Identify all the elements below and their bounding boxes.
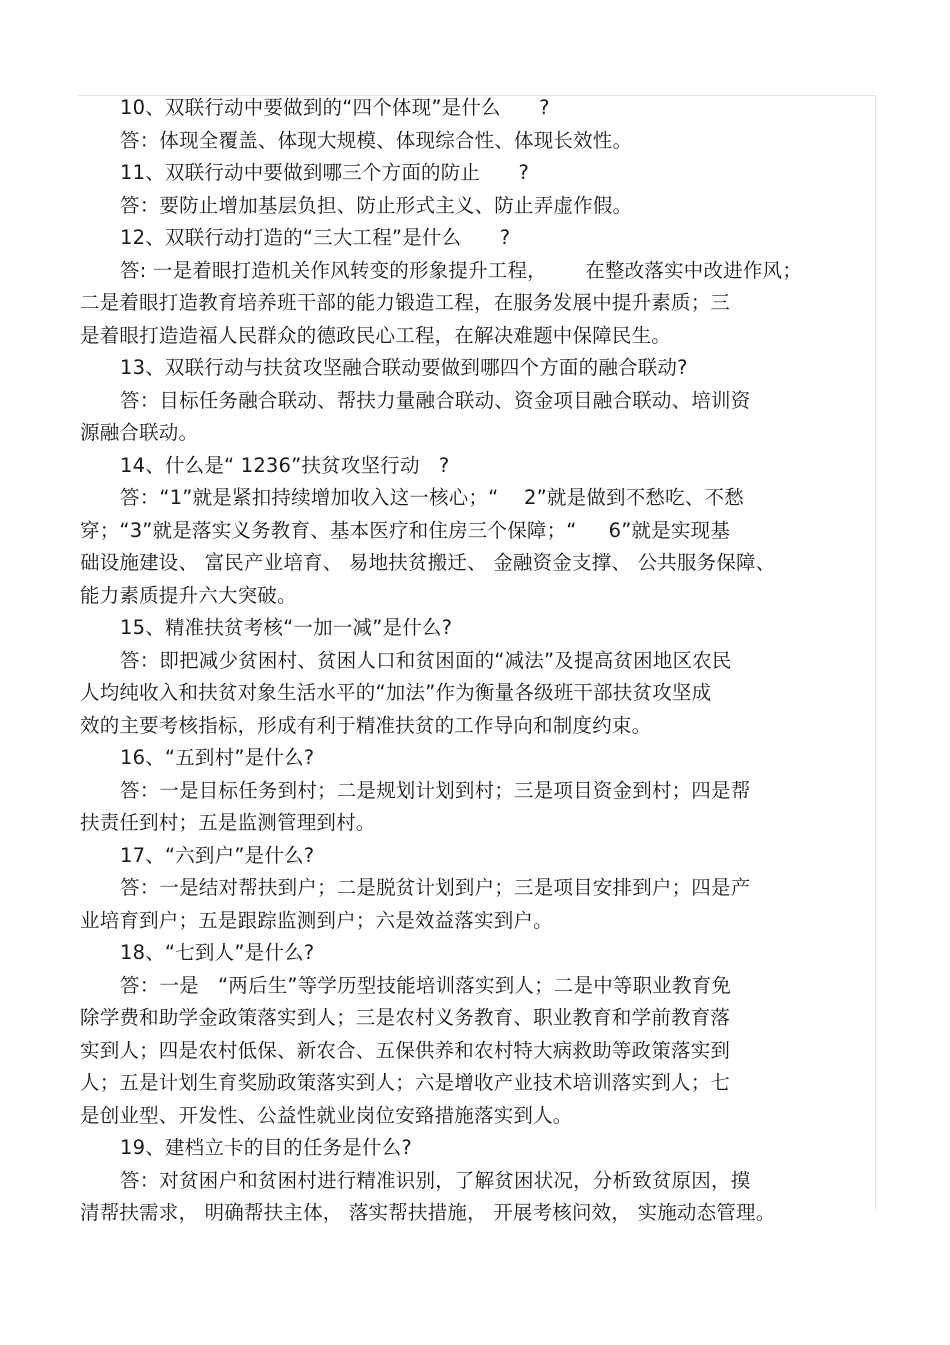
document-body: [80, 92, 870, 1230]
text-line: 10、双联行动中要做到的“四个体现”是什么 ?: [120, 96, 550, 119]
text-line: 人；五是计划生育奖励政策落实到人；六是增收产业技术培训落实到人；七: [80, 1071, 731, 1094]
text-line: 13、双联行动与扶贫攻坚融合联动要做到哪四个方面的融合联动?: [120, 356, 688, 379]
text-line: 答：要防止增加基层负担、防止形式主义、防止弄虚作假。: [120, 193, 633, 217]
text-line: 14、什么是“ 1236”扶贫攻坚行动 ?: [120, 453, 450, 477]
text-line: 能力素质提升六大突破。: [80, 583, 297, 607]
text-line: 人均纯收入和扶贫对象生活水平的“加法”作为衡量各级班干部扶贫攻坚成: [80, 681, 712, 704]
text-line: 答：体现全覆盖、体现大规模、体现综合性、体现长效性。: [120, 128, 633, 152]
text-line: 答：目标任务融合联动、帮扶力量融合联动、资金项目融合联动、培训资: [120, 388, 751, 412]
text-line: 础设施建设、 富民产业培育、 易地扶贫搬迁、 金融资金支撑、 公共服务保障、: [80, 551, 776, 574]
text-line: 是创业型、开发性、公益性就业岗位安臵措施落实到人。: [80, 1103, 573, 1127]
text-line: 扶责任到村；五是监测管理到村。: [80, 811, 376, 834]
text-line: 答：“1”就是紧扣持续增加收入这一核心；“ 2”就是做到不愁吃、不愁: [120, 486, 744, 509]
text-line: 实到人；四是农村低保、新农合、五保供养和农村特大病救助等政策落实到: [80, 1038, 731, 1062]
text-line: 除学费和助学金政策落实到人；三是农村义务教育、职业教育和学前教育落: [80, 1006, 731, 1029]
text-line: 16、“五到村”是什么?: [120, 746, 315, 769]
text-line: 12、双联行动打造的“三大工程”是什么 ?: [120, 226, 511, 249]
text-line: 答：一是结对帮扶到户；二是脱贫计划到户；三是项目安排到户；四是产: [120, 876, 751, 899]
text-line: 答：一是目标任务到村；二是规划计划到村；三是项目资金到村；四是帮: [120, 778, 751, 802]
text-line: 二是着眼打造教育培养班干部的能力锻造工程，在服务发展中提升素质；三: [80, 291, 731, 314]
text-line: 11、双联行动中要做到哪三个方面的防止 ?: [120, 161, 530, 184]
text-line: 19、建档立卡的目的任务是什么?: [120, 1136, 412, 1159]
text-line: 18、“七到人”是什么?: [120, 941, 315, 964]
text-line: 业培育到户；五是跟踪监测到户；六是效益落实到户。: [80, 908, 553, 932]
text-line: 源融合联动。: [80, 421, 199, 444]
text-line: 15、精准扶贫考核“一加一减”是什么?: [120, 616, 453, 639]
text-line: 答: 一是着眼打造机关作风转变的形象提升工程， 在整改落实中改进作风；: [120, 258, 802, 282]
text-line: 17、“六到户”是什么?: [120, 843, 315, 867]
text-line: 穿；“3”就是落实义务教育、基本医疗和住房三个保障；“ 6”就是实现基: [80, 518, 731, 542]
text-line: 答：即把减少贫困村、贫困人口和贫困面的“减法”及提高贫困地区农民: [120, 648, 732, 672]
text-line: 答：对贫困户和贫困村进行精准识别，了解贫困状况，分析致贫原因，摸: [120, 1168, 751, 1192]
text-line: 是着眼打造造福人民群众的德政民心工程，在解决难题中保障民生。: [80, 323, 672, 347]
text-line: 清帮扶需求， 明确帮扶主体， 落实帮扶措施， 开展考核问效， 实施动态管理。: [80, 1201, 776, 1224]
text-line: 效的主要考核指标，形成有利于精准扶贫的工作导向和制度约束。: [80, 713, 652, 737]
text-line: 答：一是 “两后生”等学历型技能培训落实到人；二是中等职业教育免: [120, 973, 732, 997]
